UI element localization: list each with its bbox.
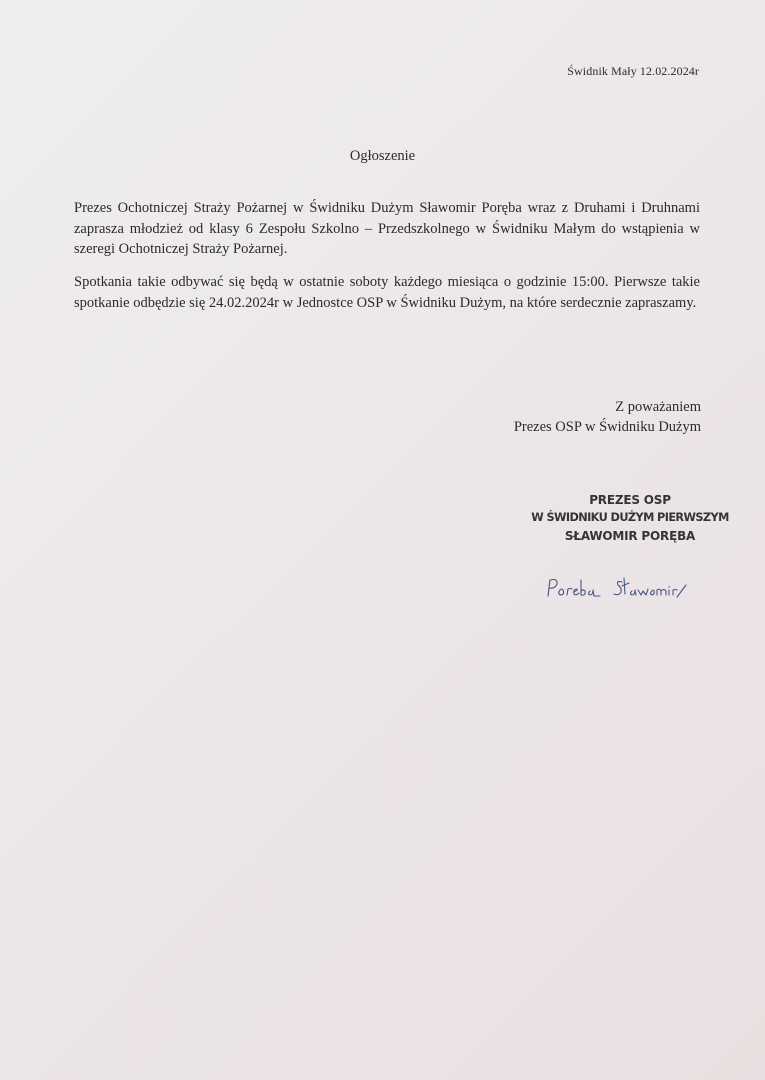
- document-title: Ogłoszenie: [349, 148, 416, 164]
- place-date: Świdnik Mały 12.02.2024r: [567, 64, 699, 78]
- closing-greeting: Z poważaniem: [615, 399, 701, 415]
- stamp-line-3: SŁAWOMIR PORĘBA: [564, 529, 696, 543]
- closing-signatory: Prezes OSP w Świdniku Dużym: [513, 419, 701, 435]
- closing-block: [514, 397, 701, 437]
- handwritten-signature: [540, 570, 700, 610]
- paragraph-meetings: Spotkania takie odbywać się będą w ostatnie soboty każdego miesiąca o godzinie 15:00. Pierwsze takie spotkanie odbędzie się 24.02.2024r w Jednostce OSP w Świdniku Dużym, na które serdecznie zapraszamy.: [74, 274, 700, 311]
- paragraph-invitation: Prezes Ochotniczej Straży Pożarnej w Świdniku Dużym Sławomir Poręba wraz z Druhami i Druhnami zaprasza młodzież od klasy 6 Zespołu Szkolno – Przedszkolnego w Świdniku Małym do wstąpienia w szeregi Ochotniczej Straży Pożarnej.: [74, 200, 700, 257]
- stamp-line-2: W ŚWIDNIKU DUŻYM PIERWSZYM: [531, 511, 729, 524]
- official-stamp: [520, 491, 740, 545]
- stamp-line-1: PREZES OSP: [589, 493, 671, 507]
